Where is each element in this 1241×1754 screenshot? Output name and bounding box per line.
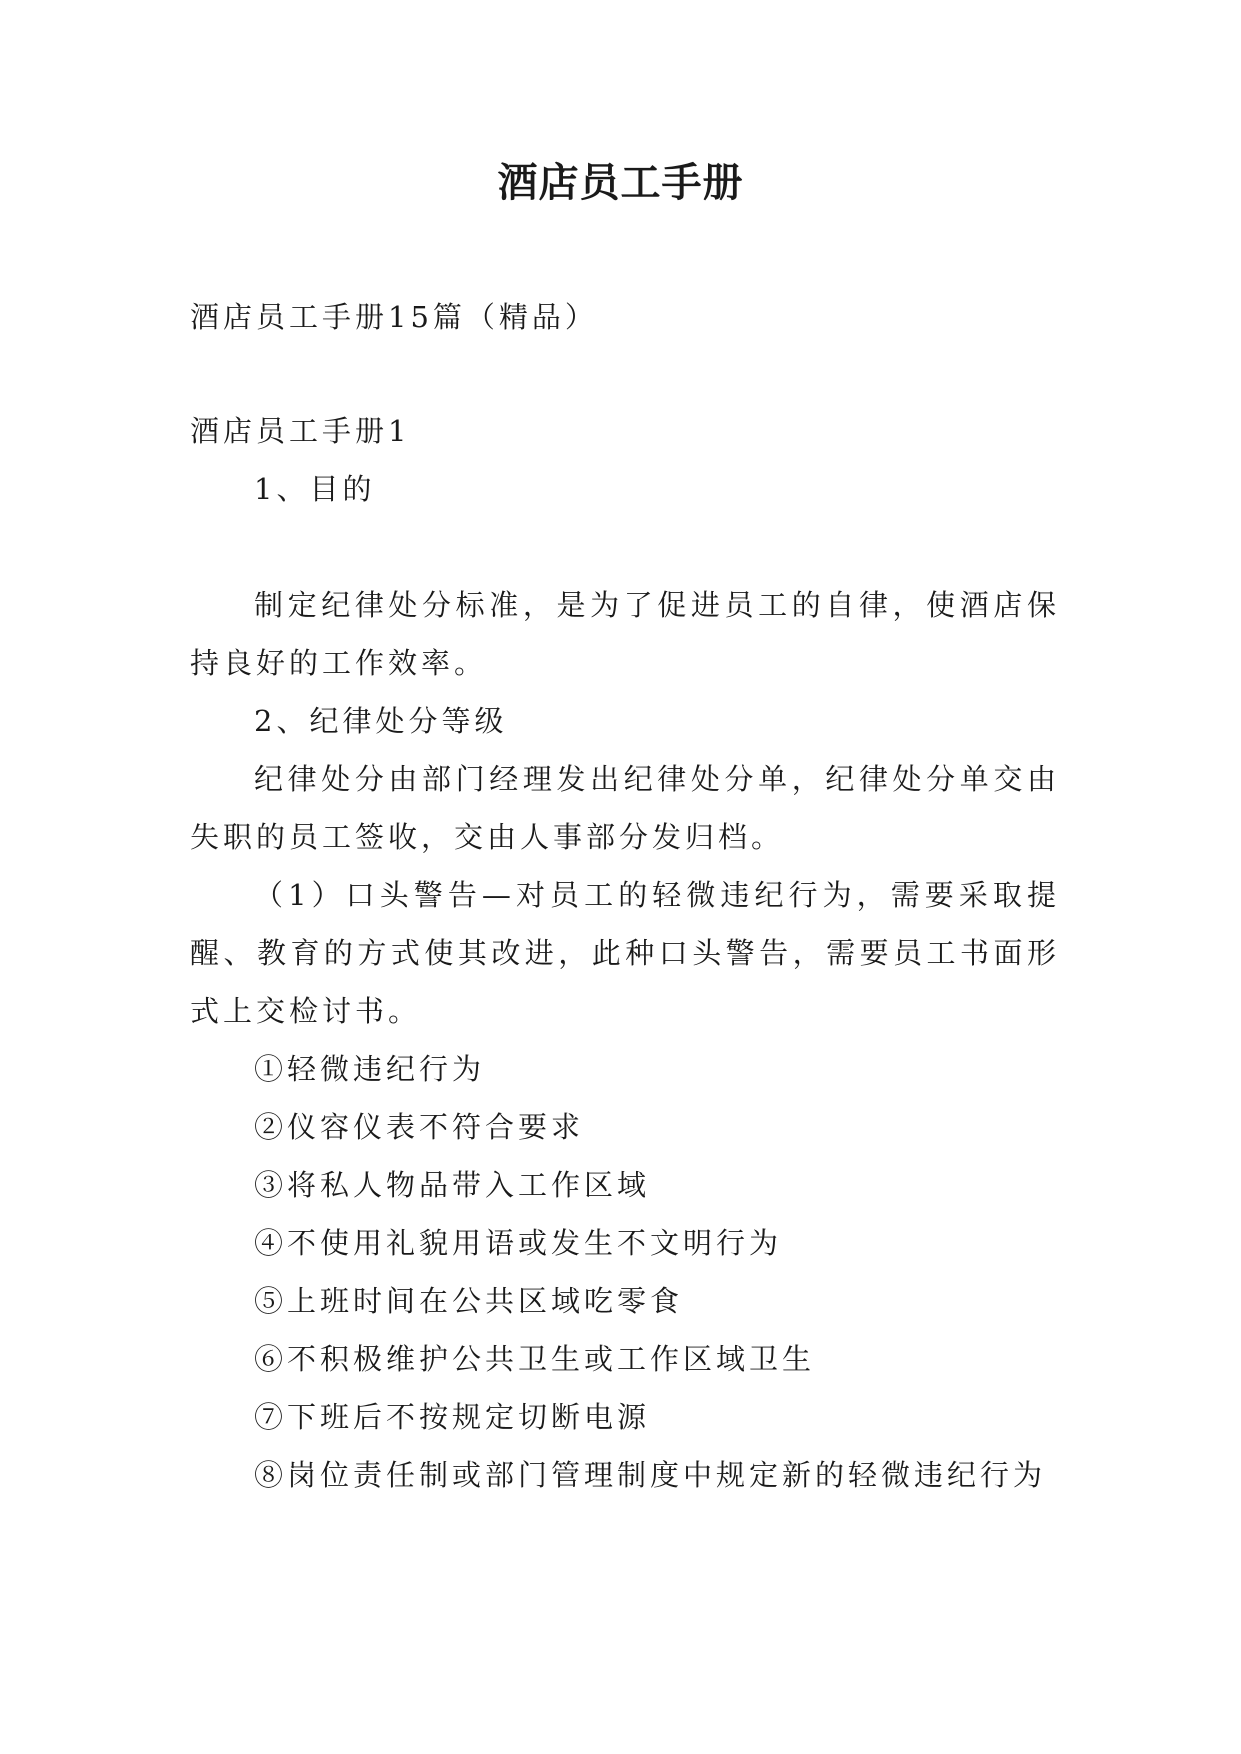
list-item: ③将私人物品带入工作区域 [254, 1168, 651, 1202]
section-heading: 酒店员工手册1 [190, 414, 411, 448]
document-body [190, 288, 1060, 1504]
paragraph-verbal-warning: （1）口头警告—对员工的轻微违纪行为，需要采取提醒、教育的方式使其改进，此种口头警告，需要员工书面形式上交检讨书。 [190, 878, 1060, 1028]
list-item: ②仪容仪表不符合要求 [254, 1110, 585, 1144]
paragraph-purpose-heading: 1、目的 [254, 472, 376, 506]
list-item: ④不使用礼貌用语或发生不文明行为 [254, 1226, 783, 1260]
list-item: ⑤上班时间在公共区域吃零食 [254, 1284, 684, 1318]
list-item: ⑧岗位责任制或部门管理制度中规定新的轻微违纪行为 [254, 1458, 1047, 1492]
list-item: ⑥不积极维护公共卫生或工作区域卫生 [254, 1342, 816, 1376]
document-subtitle: 酒店员工手册15篇（精品） [190, 300, 598, 334]
document-title: 酒店员工手册 [497, 159, 744, 206]
paragraph-purpose: 制定纪律处分标准，是为了促进员工的自律，使酒店保持良好的工作效率。 [190, 588, 1060, 680]
list-item: ⑦下班后不按规定切断电源 [254, 1400, 651, 1434]
paragraph-levels-heading: 2、纪律处分等级 [254, 704, 508, 738]
paragraph-levels: 纪律处分由部门经理发出纪律处分单，纪律处分单交由失职的员工签收，交由人事部分发归档。 [190, 762, 1060, 854]
list-item: ①轻微违纪行为 [254, 1052, 486, 1086]
